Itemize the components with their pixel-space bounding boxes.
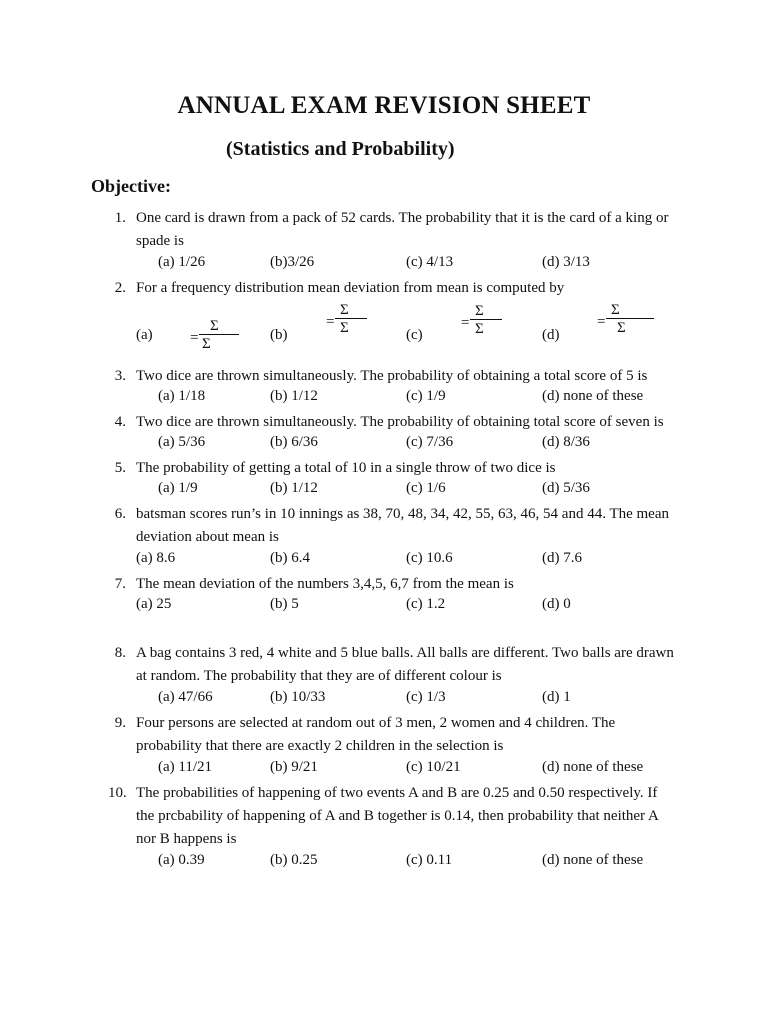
answer-option[interactable]: (a) 47/66 — [158, 689, 213, 705]
answer-option[interactable]: (b) 9/21 — [270, 759, 318, 775]
fraction-bar — [335, 318, 367, 319]
answer-option[interactable]: (c) 4/13 — [406, 254, 454, 270]
answer-option[interactable]: (c) 10.6 — [406, 550, 453, 566]
question-number: 3. — [114, 368, 126, 384]
question-number: 4. — [114, 414, 126, 430]
question-number: 5. — [114, 460, 126, 476]
question-text: the prcbability of happening of A and B together is 0.14, then probability that neither A — [136, 808, 659, 824]
answer-option[interactable]: (b) 1/12 — [270, 480, 318, 496]
answer-option[interactable]: (a) 0.39 — [158, 852, 205, 868]
answer-option[interactable]: (a) 11/21 — [158, 759, 213, 775]
equals-sign: = — [190, 330, 199, 346]
answer-option[interactable]: (c) 0.11 — [406, 852, 453, 868]
question-text: For a frequency distribution mean deviation from mean is computed by — [136, 280, 565, 296]
page-subtitle: (Statistics and Probability) — [226, 138, 455, 160]
answer-option[interactable]: (d) none of these — [542, 388, 644, 404]
question-number: 9. — [114, 715, 126, 731]
answer-option[interactable]: (b)3/26 — [270, 254, 315, 270]
equals-sign: = — [461, 315, 470, 331]
question-number: 10. — [108, 785, 127, 801]
answer-option[interactable]: (d) 5/36 — [542, 480, 590, 496]
question-number: 1. — [114, 210, 126, 226]
fraction-bar — [199, 334, 239, 335]
section-heading: Objective: — [91, 176, 171, 196]
answer-option[interactable]: (a) 1/9 — [158, 480, 198, 496]
answer-option[interactable]: (b) — [270, 327, 288, 343]
answer-option[interactable]: (a) — [136, 327, 153, 343]
answer-option[interactable]: (d) 7.6 — [542, 550, 582, 566]
answer-option[interactable]: (d) 8/36 — [542, 434, 590, 450]
sigma-symbol: Σ — [611, 302, 620, 318]
question-text: spade is — [136, 233, 184, 249]
answer-option[interactable]: (c) 7/36 — [406, 434, 454, 450]
page-title: ANNUAL EXAM REVISION SHEET — [177, 92, 591, 119]
fraction-bar — [470, 319, 502, 320]
question-text: The probability of getting a total of 10 in a single throw of two dice is — [136, 460, 556, 476]
answer-option[interactable]: (c) 1/6 — [406, 480, 446, 496]
sigma-symbol: Σ — [340, 320, 349, 336]
question-text: The probabilities of happening of two events A and B are 0.25 and 0.50 respectively. If — [136, 785, 658, 801]
sigma-symbol: Σ — [210, 318, 219, 334]
sigma-symbol: Σ — [202, 336, 211, 352]
answer-option[interactable]: (d) 3/13 — [542, 254, 590, 270]
answer-option[interactable]: (c) 1/9 — [406, 388, 446, 404]
answer-option[interactable]: (b) 5 — [270, 596, 299, 612]
question-text: nor B happens is — [136, 831, 237, 847]
answer-option[interactable]: (c) 1/3 — [406, 689, 446, 705]
question-text: One card is drawn from a pack of 52 cards. The probability that it is the card of a king or — [136, 210, 669, 226]
question-text: at random. The probability that they are of different colour is — [136, 668, 502, 684]
question-number: 2. — [114, 280, 126, 296]
question-number: 8. — [114, 645, 126, 661]
fraction-bar — [606, 318, 654, 319]
question-text: A bag contains 3 red, 4 white and 5 blue balls. All balls are different. Two balls are drawn — [136, 645, 674, 661]
question-text: The mean deviation of the numbers 3,4,5, 6,7 from the mean is — [136, 576, 514, 592]
answer-option[interactable]: (d) 0 — [542, 596, 571, 612]
question-number: 7. — [114, 576, 126, 592]
question-text: Four persons are selected at random out of 3 men, 2 women and 4 children. The — [136, 715, 616, 731]
answer-option[interactable]: (b) 10/33 — [270, 689, 326, 705]
question-text: probability that there are exactly 2 children in the selection is — [136, 738, 504, 754]
question-text: Two dice are thrown simultaneously. The probability of obtaining total score of seven is — [136, 414, 664, 430]
answer-option[interactable]: (a) 1/26 — [158, 254, 206, 270]
question-number: 6. — [114, 506, 126, 522]
answer-option[interactable]: (b) 6.4 — [270, 550, 310, 566]
answer-option[interactable]: (d) — [542, 327, 560, 343]
sigma-symbol: Σ — [475, 303, 484, 319]
answer-option[interactable]: (b) 6/36 — [270, 434, 318, 450]
answer-option[interactable]: (a) 25 — [136, 596, 172, 612]
question-text: deviation about mean is — [136, 529, 279, 545]
question-text: batsman scores run’s in 10 innings as 38, 70, 48, 34, 42, 55, 63, 46, 54 and 44. The mean — [136, 506, 669, 522]
answer-option[interactable]: (d) none of these — [542, 759, 644, 775]
answer-option[interactable]: (a) 1/18 — [158, 388, 206, 404]
question-text: Two dice are thrown simultaneously. The probability of obtaining a total score of 5 is — [136, 368, 648, 384]
sigma-symbol: Σ — [340, 302, 349, 318]
equals-sign: = — [597, 314, 606, 330]
answer-option[interactable]: (c) — [406, 327, 423, 343]
answer-option[interactable]: (a) 8.6 — [136, 550, 176, 566]
answer-option[interactable]: (d) none of these — [542, 852, 644, 868]
answer-option[interactable]: (b) 0.25 — [270, 852, 318, 868]
answer-option[interactable]: (b) 1/12 — [270, 388, 318, 404]
sigma-symbol: Σ — [475, 321, 484, 337]
answer-option[interactable]: (c) 10/21 — [406, 759, 461, 775]
sigma-symbol: Σ — [617, 320, 626, 336]
answer-option[interactable]: (a) 5/36 — [158, 434, 206, 450]
equals-sign: = — [326, 314, 335, 330]
answer-option[interactable]: (d) 1 — [542, 689, 571, 705]
answer-option[interactable]: (c) 1.2 — [406, 596, 446, 612]
